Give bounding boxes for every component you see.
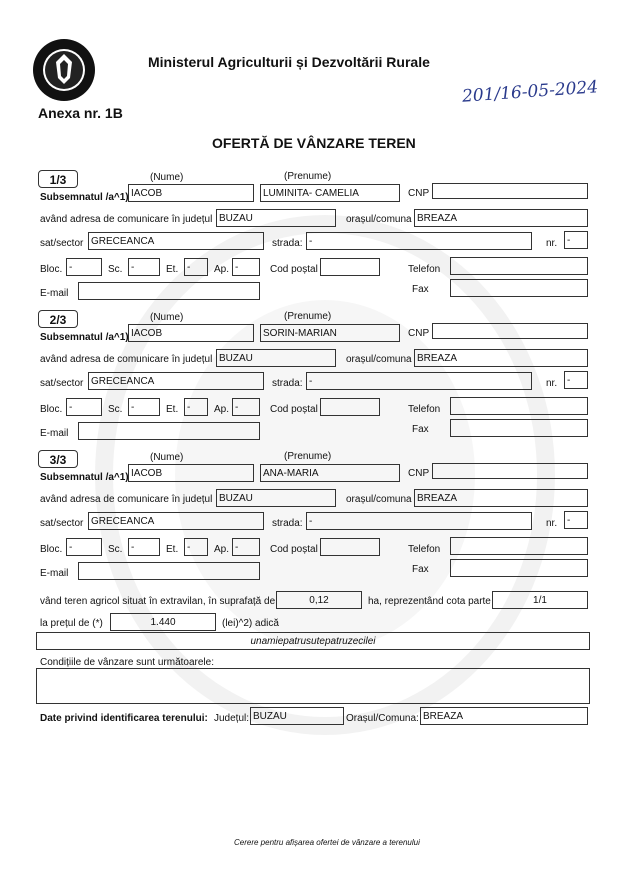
ministry-name: Ministerul Agriculturii și Dezvoltării Rurale	[148, 54, 430, 70]
city-field[interactable]: BREAZA	[414, 489, 588, 507]
cnp-label: CNP	[408, 188, 430, 199]
first-name-caption: (Prenume)	[284, 451, 332, 462]
address-county-label: având adresa de comunicare în județul	[40, 494, 213, 505]
city-field[interactable]: BREAZA	[414, 349, 588, 367]
floor-field[interactable]: -	[184, 538, 208, 556]
surname-field[interactable]: IACOB	[128, 464, 254, 482]
email-label: E-mail	[40, 568, 69, 579]
city-label: orașul/comuna	[346, 354, 412, 365]
number-label: nr.	[546, 518, 558, 529]
number-field[interactable]: -	[564, 371, 588, 389]
postal-code-label: Cod poștal	[270, 404, 318, 415]
phone-field[interactable]	[450, 257, 588, 275]
village-label: sat/sector	[40, 238, 84, 249]
floor-label: Et.	[166, 404, 179, 415]
section-number: 1/3	[38, 170, 78, 188]
stair-field[interactable]: -	[128, 258, 160, 276]
street-field[interactable]: -	[306, 372, 532, 390]
stair-field[interactable]: -	[128, 538, 160, 556]
stair-label: Sc.	[108, 544, 123, 555]
surname-caption: (Nume)	[150, 452, 184, 463]
floor-field[interactable]: -	[184, 398, 208, 416]
street-field[interactable]: -	[306, 512, 532, 530]
postal-code-field[interactable]	[320, 538, 380, 556]
email-label: E-mail	[40, 288, 69, 299]
block-label: Bloc.	[40, 264, 63, 275]
annex-label: Anexa nr. 1B	[38, 105, 123, 121]
apartment-label: Ap.	[214, 404, 230, 415]
block-field[interactable]: -	[66, 398, 102, 416]
form-title: OFERTĂ DE VÂNZARE TEREN	[212, 135, 416, 151]
street-field[interactable]: -	[306, 232, 532, 250]
footer-note: Cerere pentru afișarea ofertei de vânzare a terenului	[234, 838, 420, 847]
apartment-field[interactable]: -	[232, 398, 260, 416]
city-field[interactable]: BREAZA	[414, 209, 588, 227]
ministry-logo	[32, 38, 96, 102]
village-field[interactable]: GRECEANCA	[88, 232, 264, 250]
fax-label: Fax	[412, 564, 429, 575]
apartment-label: Ap.	[214, 264, 230, 275]
price-label: la prețul de (*)	[40, 618, 103, 629]
apartment-field[interactable]: -	[232, 258, 260, 276]
surname-caption: (Nume)	[150, 312, 184, 323]
cnp-label: CNP	[408, 328, 430, 339]
floor-label: Et.	[166, 264, 179, 275]
land-county-field[interactable]: BUZAU	[250, 707, 344, 725]
surname-field[interactable]: IACOB	[128, 184, 254, 202]
fax-field[interactable]	[450, 419, 588, 437]
number-label: nr.	[546, 378, 558, 389]
undersigned-label: Subsemnatul /a^1)	[40, 332, 129, 343]
postal-code-label: Cod poștal	[270, 264, 318, 275]
floor-label: Et.	[166, 544, 179, 555]
number-label: nr.	[546, 238, 558, 249]
section-number: 2/3	[38, 310, 78, 328]
share-field[interactable]: 1/1	[492, 591, 588, 609]
undersigned-label: Subsemnatul /a^1)	[40, 472, 129, 483]
land-identification-label: Date privind identificarea terenului:	[40, 713, 208, 724]
number-field[interactable]: -	[564, 511, 588, 529]
apartment-field[interactable]: -	[232, 538, 260, 556]
stair-label: Sc.	[108, 264, 123, 275]
block-label: Bloc.	[40, 544, 63, 555]
first-name-field[interactable]: SORIN-MARIAN	[260, 324, 400, 342]
first-name-caption: (Prenume)	[284, 171, 332, 182]
fax-field[interactable]	[450, 279, 588, 297]
street-label: strada:	[272, 238, 303, 249]
village-field[interactable]: GRECEANCA	[88, 372, 264, 390]
area-field[interactable]: 0,12	[276, 591, 362, 609]
phone-label: Telefon	[408, 544, 441, 555]
city-label: orașul/comuna	[346, 214, 412, 225]
land-city-label: Orașul/Comuna:	[346, 713, 419, 724]
city-label: orașul/comuna	[346, 494, 412, 505]
undersigned-label: Subsemnatul /a^1)	[40, 192, 129, 203]
cnp-field[interactable]	[432, 463, 588, 479]
postal-code-field[interactable]	[320, 258, 380, 276]
email-label: E-mail	[40, 428, 69, 439]
cnp-label: CNP	[408, 468, 430, 479]
section-number: 3/3	[38, 450, 78, 468]
share-label: ha, reprezentând cota parte	[368, 596, 491, 607]
postal-code-label: Cod poștal	[270, 544, 318, 555]
phone-field[interactable]	[450, 537, 588, 555]
street-label: strada:	[272, 518, 303, 529]
first-name-field[interactable]: ANA-MARIA	[260, 464, 400, 482]
surname-caption: (Nume)	[150, 172, 184, 183]
conditions-label: Condițiile de vânzare sunt următoarele:	[40, 657, 214, 668]
cnp-field[interactable]	[432, 183, 588, 199]
block-label: Bloc.	[40, 404, 63, 415]
block-field[interactable]: -	[66, 538, 102, 556]
conditions-field[interactable]	[36, 668, 590, 704]
cnp-field[interactable]	[432, 323, 588, 339]
land-county-label: Județul:	[214, 713, 250, 724]
fax-label: Fax	[412, 424, 429, 435]
stair-label: Sc.	[108, 404, 123, 415]
fax-label: Fax	[412, 284, 429, 295]
village-field[interactable]: GRECEANCA	[88, 512, 264, 530]
land-city-field[interactable]: BREAZA	[420, 707, 588, 725]
surname-field[interactable]: IACOB	[128, 324, 254, 342]
first-name-caption: (Prenume)	[284, 311, 332, 322]
county-field[interactable]: BUZAU	[216, 489, 336, 507]
number-field[interactable]: -	[564, 231, 588, 249]
first-name-field[interactable]: LUMINITA- CAMELIA	[260, 184, 400, 202]
address-county-label: având adresa de comunicare în județul	[40, 354, 213, 365]
address-county-label: având adresa de comunicare în județul	[40, 214, 213, 225]
currency-label: (lei)^2) adică	[222, 618, 279, 629]
email-field[interactable]	[78, 422, 260, 440]
apartment-label: Ap.	[214, 544, 230, 555]
phone-label: Telefon	[408, 404, 441, 415]
stair-field[interactable]: -	[128, 398, 160, 416]
price-field[interactable]: 1.440	[110, 613, 216, 631]
floor-field[interactable]: -	[184, 258, 208, 276]
street-label: strada:	[272, 378, 303, 389]
handwritten-date: 201/16-05-2024	[461, 77, 599, 107]
village-label: sat/sector	[40, 378, 84, 389]
village-label: sat/sector	[40, 518, 84, 529]
phone-label: Telefon	[408, 264, 441, 275]
county-field[interactable]: BUZAU	[216, 209, 336, 227]
phone-field[interactable]	[450, 397, 588, 415]
fax-field[interactable]	[450, 559, 588, 577]
offer-area-label: vând teren agricol situat în extravilan, în suprafață de	[40, 596, 276, 607]
email-field[interactable]	[78, 562, 260, 580]
block-field[interactable]: -	[66, 258, 102, 276]
postal-code-field[interactable]	[320, 398, 380, 416]
county-field[interactable]: BUZAU	[216, 349, 336, 367]
price-words-field[interactable]: unamiepatrusutepatruzecilei	[36, 632, 590, 650]
email-field[interactable]	[78, 282, 260, 300]
